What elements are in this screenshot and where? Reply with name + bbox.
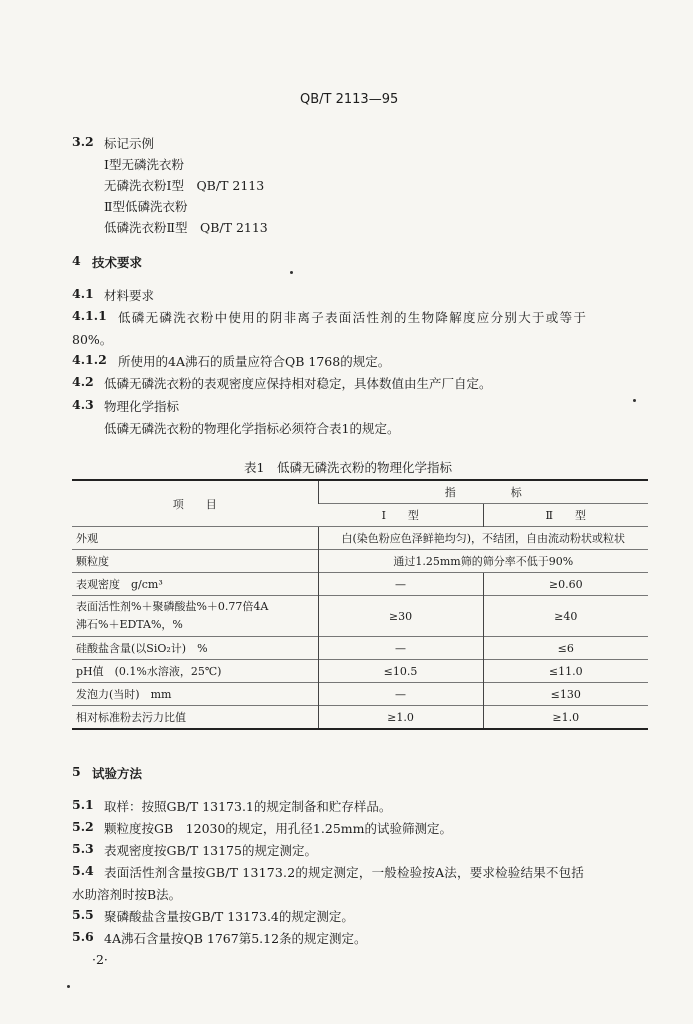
section-4-3-title: 物理化学指标 (104, 399, 180, 414)
section-4-1-2-text: 所使用的4A沸石的质量应符合QB 1768的规定。 (118, 354, 391, 369)
header-index: 指 标 (318, 480, 648, 504)
row-item: pH值 (0.1%水溶液，25℃) (72, 660, 318, 683)
section-5-number: 5 (72, 764, 81, 779)
table-caption: 表1 低磷无磷洗衣粉的物理化学指标 (244, 460, 452, 475)
scan-speck (633, 399, 636, 402)
section-5-2-number: 5.2 (72, 819, 94, 834)
scan-speck (67, 985, 70, 988)
header-type-2: Ⅱ 型 (483, 504, 648, 527)
table-row (72, 550, 648, 573)
section-5-5-text: 聚磷酸盐含量按GB/T 13173.4的规定测定。 (104, 909, 354, 924)
marking-line-3: Ⅱ型低磷洗衣粉 (104, 199, 188, 214)
physchem-table (72, 479, 648, 730)
section-5-4-number: 5.4 (72, 863, 94, 878)
table-row (72, 706, 648, 730)
row-item: 颗粒度 (72, 550, 318, 573)
row-item-line-1: 表面活性剂%＋聚磷酸盐%＋0.77倍4A (76, 600, 269, 613)
section-4-1-number: 4.1 (72, 286, 94, 301)
row-merged-value: 通过1.25mm筛的筛分率不低于90% (318, 550, 648, 573)
row-type-2-value: ≥40 (483, 596, 648, 637)
section-3-2-title: 标记示例 (104, 136, 155, 151)
section-4-1-title: 材料要求 (104, 288, 155, 303)
section-5-1-text: 取样：按照GB/T 13173.1的规定制备和贮存样品。 (104, 799, 392, 814)
header-item: 项 目 (72, 480, 318, 527)
header-type-1: Ⅰ 型 (318, 504, 483, 527)
row-type-2-value: ≤6 (483, 637, 648, 660)
section-4-number: 4 (72, 253, 81, 268)
row-item-line-2: 沸石%＋EDTA%，% (76, 618, 183, 631)
row-type-1-value: — (318, 683, 483, 706)
row-item: 表观密度 g/cm³ (72, 573, 318, 596)
table-row (72, 596, 648, 637)
row-type-2-value: ≥0.60 (483, 573, 648, 596)
row-item (72, 596, 318, 637)
row-merged-value: 白(染色粉应色泽鲜艳均匀)，不结团，自由流动粉状或粒状 (318, 527, 648, 550)
section-5-3-number: 5.3 (72, 841, 94, 856)
row-type-1-value: ≤10.5 (318, 660, 483, 683)
section-4-2-text: 低磷无磷洗衣粉的表观密度应保持相对稳定，具体数值由生产厂自定。 (104, 376, 492, 391)
row-item: 外观 (72, 527, 318, 550)
section-5-1-number: 5.1 (72, 797, 94, 812)
row-item: 发泡力(当时) mm (72, 683, 318, 706)
page-header: QB/T 2113—95 (300, 92, 399, 107)
section-4-1-1-text-cont: 80%。 (72, 332, 113, 347)
section-4-1-1-text: 低磷无磷洗衣粉中使用的阴非离子表面活性剂的生物降解度应分别大于或等于 (118, 310, 588, 325)
section-5-6-text: 4A沸石含量按QB 1767第5.12条的规定测定。 (104, 931, 367, 946)
section-4-3-text: 低磷无磷洗衣粉的物理化学指标必须符合表1的规定。 (104, 421, 400, 436)
row-type-1-value: ≥1.0 (318, 706, 483, 730)
row-type-2-value: ≤130 (483, 683, 648, 706)
section-3-2-number: 3.2 (72, 134, 94, 149)
marking-line-2: 无磷洗衣粉Ⅰ型 QB/T 2113 (104, 178, 265, 193)
section-5-3-text: 表观密度按GB/T 13175的规定测定。 (104, 843, 317, 858)
scan-speck (290, 271, 293, 274)
marking-line-1: Ⅰ型无磷洗衣粉 (104, 157, 184, 172)
table-row (72, 573, 648, 596)
section-4-2-number: 4.2 (72, 374, 94, 389)
row-type-1-value: ≥30 (318, 596, 483, 637)
page-number: ·2· (92, 952, 108, 967)
section-5-4-text-cont: 水助溶剂时按B法。 (72, 887, 182, 902)
table-row (72, 683, 648, 706)
row-type-1-value: — (318, 573, 483, 596)
section-4-1-2-number: 4.1.2 (72, 352, 107, 367)
section-4-title: 技术要求 (92, 255, 143, 270)
marking-line-4: 低磷洗衣粉Ⅱ型 QB/T 2113 (104, 220, 268, 235)
row-type-1-value: — (318, 637, 483, 660)
section-5-2-text: 颗粒度按GB 12030的规定，用孔径1.25mm的试验筛测定。 (104, 821, 452, 836)
row-type-2-value: ≥1.0 (483, 706, 648, 730)
section-4-3-number: 4.3 (72, 397, 94, 412)
row-type-2-value: ≤11.0 (483, 660, 648, 683)
table-row (72, 637, 648, 660)
section-5-4-text: 表面活性剂含量按GB/T 13173.2的规定测定，一般检验按A法，要求检验结果不包括 (104, 865, 585, 880)
table-row (72, 660, 648, 683)
row-item: 相对标准粉去污力比值 (72, 706, 318, 730)
section-5-title: 试验方法 (92, 766, 143, 781)
section-5-6-number: 5.6 (72, 929, 94, 944)
section-4-1-1-number: 4.1.1 (72, 308, 107, 323)
row-item: 硅酸盐含量(以SiO₂计) % (72, 637, 318, 660)
table-row (72, 527, 648, 550)
section-5-5-number: 5.5 (72, 907, 94, 922)
